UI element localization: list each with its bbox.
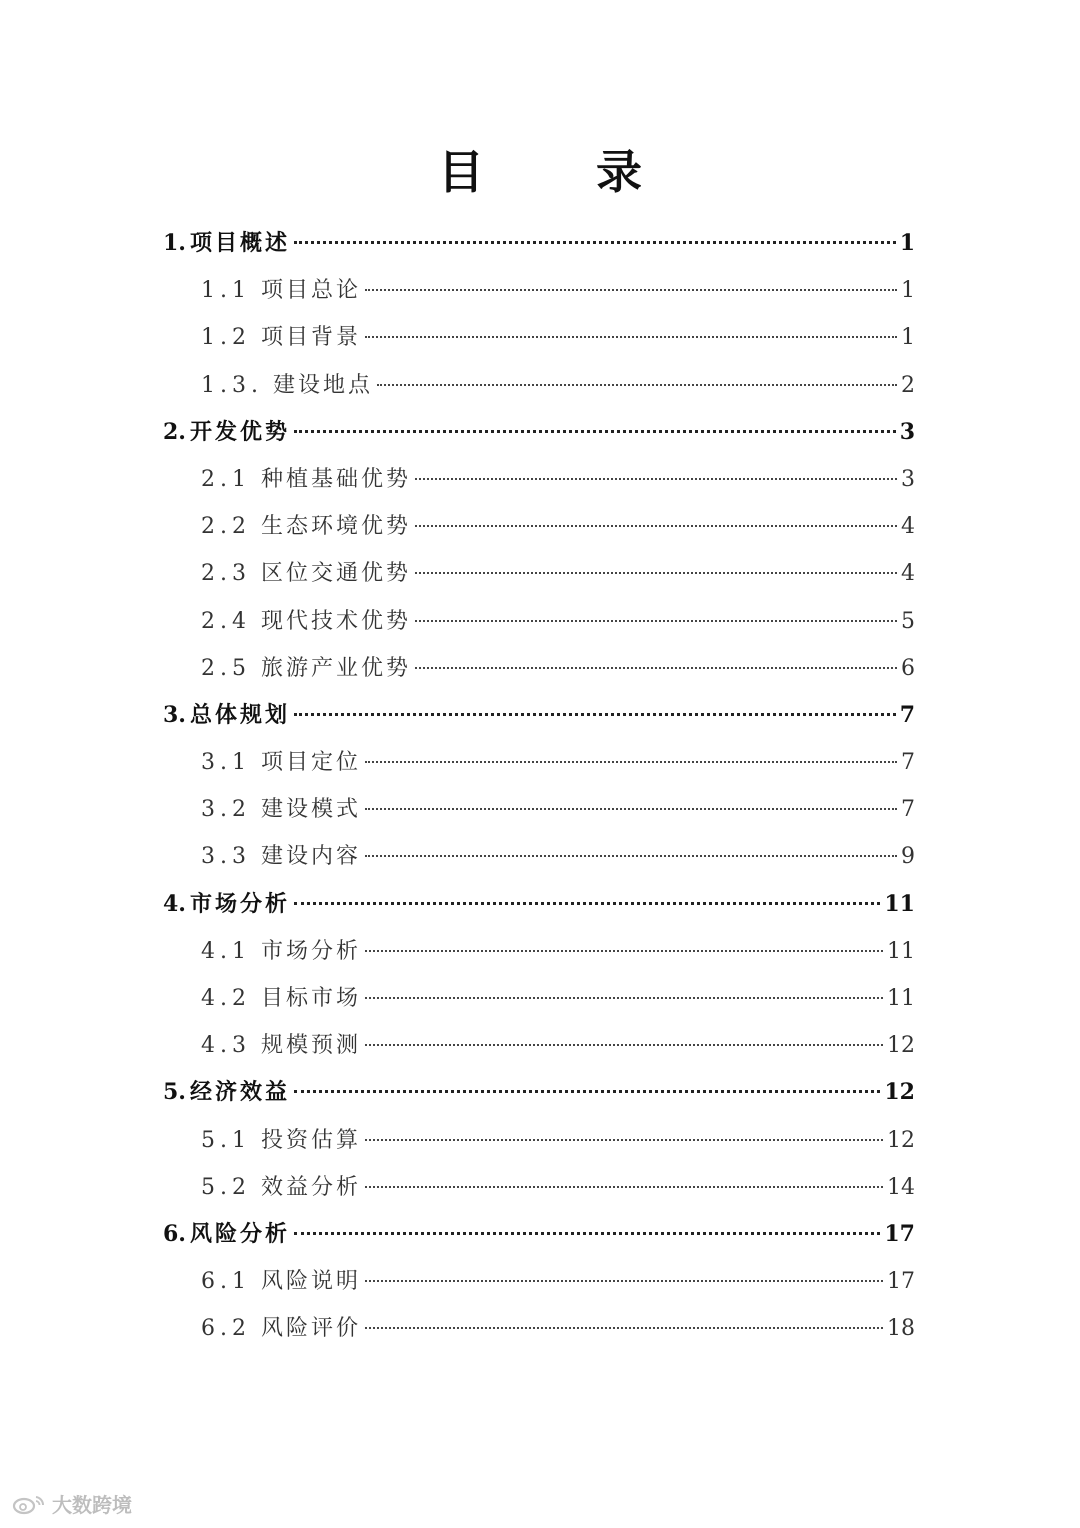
toc-entry-title: 建设内容 <box>261 844 362 870</box>
toc-page-number: 11 <box>887 986 915 1011</box>
toc-entry-number: 5. <box>163 1079 186 1106</box>
dot-leader <box>365 1186 883 1188</box>
toc-entry-title: 投资估算 <box>261 1127 362 1153</box>
toc-entry-title: 项目背景 <box>261 325 362 351</box>
dot-leader <box>365 1327 883 1329</box>
toc-section-row[interactable] <box>163 975 915 1022</box>
toc-entry-title: 区位交通优势 <box>261 561 412 587</box>
toc-entry-title: 建设地点 <box>272 372 373 398</box>
toc-entry-number: 1.2 <box>201 325 251 351</box>
toc-page-number: 7 <box>899 701 915 728</box>
watermark <box>12 1489 132 1518</box>
toc-entry-title: 项目概述 <box>189 230 290 256</box>
toc-section-row[interactable] <box>163 786 915 833</box>
toc-page-number: 11 <box>884 890 915 917</box>
toc-page-number: 17 <box>887 1269 915 1295</box>
toc-entry-number: 4.3 <box>201 1033 251 1059</box>
toc-page-number: 17 <box>884 1220 915 1247</box>
toc-page-number: 12 <box>887 1033 915 1059</box>
dot-leader <box>365 761 897 763</box>
toc-entry-title: 市场分析 <box>261 938 362 964</box>
toc-entry-number: 1.3. <box>201 372 263 398</box>
toc-entry-title: 风险评价 <box>261 1316 362 1342</box>
toc-page-number: 9 <box>901 844 915 870</box>
toc-section-row[interactable] <box>163 550 915 597</box>
toc-section-row[interactable] <box>163 503 915 550</box>
dot-leader <box>294 430 896 433</box>
toc-page-number: 7 <box>901 797 915 823</box>
toc-section-row[interactable] <box>163 456 915 503</box>
toc-entry-title: 现代技术优势 <box>261 608 412 634</box>
toc-entry-number: 4.1 <box>201 938 251 964</box>
toc-entry-number: 2.4 <box>201 608 251 634</box>
toc-entry-number: 2.2 <box>201 514 251 540</box>
toc-entry-number: 6.2 <box>201 1316 251 1342</box>
toc-section-row[interactable] <box>163 314 915 361</box>
toc-entry-title: 项目总论 <box>261 278 362 304</box>
table-of-contents <box>163 220 915 1353</box>
dot-leader <box>365 1280 883 1282</box>
toc-entry-number: 2. <box>163 418 186 445</box>
toc-section-row[interactable] <box>163 928 915 975</box>
toc-page-number: 2 <box>901 372 915 398</box>
toc-section-row[interactable] <box>163 1305 915 1352</box>
toc-page-number: 3 <box>899 418 915 445</box>
toc-entry-number: 3.3 <box>201 844 251 870</box>
toc-chapter-row[interactable] <box>163 220 915 267</box>
toc-chapter-row[interactable] <box>163 881 915 928</box>
toc-page-number: 11 <box>887 938 915 964</box>
page-title: 目 录 <box>437 145 690 199</box>
toc-entry-title: 风险说明 <box>261 1269 362 1295</box>
toc-page-number: 5 <box>901 608 915 634</box>
dot-leader <box>294 1232 880 1235</box>
toc-entry-number: 5.2 <box>201 1174 251 1200</box>
toc-page-number: 6 <box>901 655 915 681</box>
dot-leader <box>294 241 896 244</box>
toc-entry-title: 种植基础优势 <box>261 466 412 492</box>
toc-entry-number: 4.2 <box>201 986 251 1011</box>
toc-entry-title: 生态环境优势 <box>261 514 412 540</box>
dot-leader <box>415 525 897 527</box>
toc-page-number: 12 <box>884 1079 915 1106</box>
dot-leader <box>365 997 883 999</box>
toc-chapter-row[interactable] <box>163 692 915 739</box>
toc-entry-number: 2.3 <box>201 561 251 587</box>
toc-page-number: 1 <box>899 230 915 256</box>
toc-entry-title: 市场分析 <box>189 890 290 917</box>
toc-section-row[interactable] <box>163 1022 915 1069</box>
toc-entry-number: 3. <box>163 701 186 728</box>
toc-entry-title: 旅游产业优势 <box>261 655 412 681</box>
toc-section-row[interactable] <box>163 645 915 692</box>
toc-entry-title: 项目定位 <box>261 750 362 776</box>
toc-page-number: 1 <box>901 325 915 351</box>
toc-chapter-row[interactable] <box>163 1069 915 1116</box>
toc-chapter-row[interactable] <box>163 1211 915 1258</box>
toc-page-number: 14 <box>887 1174 915 1200</box>
toc-section-row[interactable] <box>163 1117 915 1164</box>
toc-page-number: 1 <box>901 278 915 304</box>
toc-section-row[interactable] <box>163 739 915 786</box>
dot-leader <box>415 620 897 622</box>
toc-page-number: 3 <box>901 466 915 492</box>
toc-entry-number: 1.1 <box>201 278 251 304</box>
toc-entry-number: 6. <box>163 1220 186 1247</box>
dot-leader <box>365 1139 883 1141</box>
toc-entry-number: 5.1 <box>201 1127 251 1153</box>
toc-entry-title: 风险分析 <box>189 1220 290 1247</box>
toc-entry-number: 3.1 <box>201 750 251 776</box>
toc-page-number: 7 <box>901 750 915 776</box>
dot-leader <box>415 667 897 669</box>
toc-page-number: 12 <box>887 1127 915 1153</box>
dot-leader <box>365 855 897 857</box>
toc-entry-title: 目标市场 <box>261 986 362 1011</box>
toc-entry-number: 2.1 <box>201 466 251 492</box>
toc-entry-number: 6.1 <box>201 1269 251 1295</box>
toc-entry-title: 规模预测 <box>261 1033 362 1059</box>
toc-page-number: 18 <box>887 1316 915 1342</box>
dot-leader <box>365 808 897 810</box>
toc-section-row[interactable] <box>163 267 915 314</box>
dot-leader <box>365 289 897 291</box>
toc-section-row[interactable] <box>163 833 915 880</box>
toc-entry-title: 总体规划 <box>189 701 290 728</box>
toc-entry-number: 2.5 <box>201 655 251 681</box>
toc-section-row[interactable] <box>163 598 915 645</box>
toc-section-row[interactable] <box>163 1258 915 1305</box>
toc-entry-title: 建设模式 <box>261 797 362 823</box>
toc-entry-title: 经济效益 <box>189 1079 290 1106</box>
dot-leader <box>365 1044 883 1046</box>
toc-entry-title: 效益分析 <box>261 1174 362 1200</box>
dot-leader <box>415 478 897 480</box>
toc-entry-number: 3.2 <box>201 797 251 823</box>
toc-page-number: 4 <box>901 561 915 587</box>
toc-section-row[interactable] <box>163 1164 915 1211</box>
toc-section-row[interactable] <box>163 362 915 409</box>
toc-entry-number: 1. <box>163 230 186 256</box>
toc-chapter-row[interactable] <box>163 409 915 456</box>
weibo-logo-icon <box>12 1493 46 1515</box>
toc-entry-title: 开发优势 <box>189 418 290 445</box>
toc-entry-number: 4. <box>163 890 186 917</box>
dot-leader <box>294 902 880 905</box>
dot-leader <box>415 572 897 574</box>
dot-leader <box>365 336 897 338</box>
watermark-text: 大数跨境 <box>52 1493 132 1517</box>
dot-leader <box>365 950 883 952</box>
dot-leader <box>377 384 897 386</box>
dot-leader <box>294 713 896 716</box>
toc-page-number: 4 <box>901 514 915 540</box>
dot-leader <box>294 1090 880 1093</box>
